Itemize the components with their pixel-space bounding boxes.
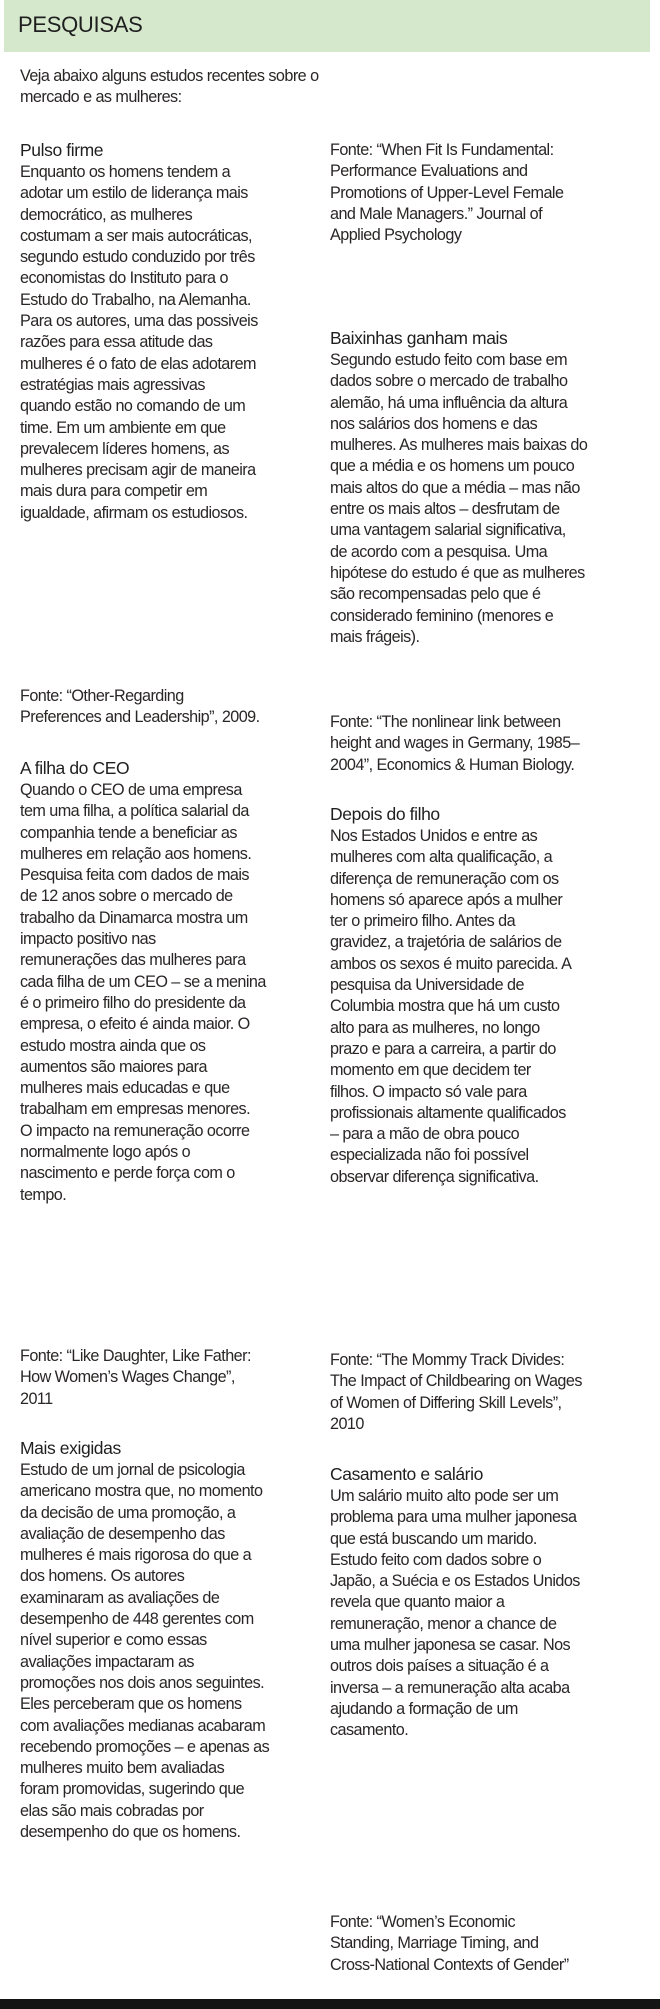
body-line: Estudo feito com dados sobre o [330,1550,542,1569]
body-line: são recompensadas pelo que é [330,585,541,604]
source-line: 2004”, Economics & Human Biology. [330,755,575,774]
body-line: mulheres é mais rigorosa do que a [20,1546,252,1565]
body-line: filhos. O impacto só vale para [330,1082,527,1101]
left-column [20,0,320,2000]
body-line: cada filha de um CEO – se a menina [20,972,266,991]
source-line: Fonte: “The Mommy Track Divides: [330,1351,565,1369]
bottom-divider-bar [0,1999,660,2009]
source-line: and Male Managers.” Journal of [330,204,543,223]
article-source [20,686,320,729]
body-line: companhia tende a beneficiar as [20,823,237,842]
body-line: nível superior e como essas [20,1631,207,1650]
body-line: que a média e os homens um pouco [330,457,575,476]
body-line: normalmente logo após o [20,1143,191,1162]
body-line: ambos os sexos é muito parecida. A [330,954,572,973]
source-line: of Women of Differing Skill Levels”, [330,1393,562,1412]
source-line: How Women’s Wages Change”, [20,1368,235,1387]
body-line: economistas do Instituto para o [20,269,228,288]
article-body [330,826,650,1188]
body-line: Enquanto os homens tendem a [20,163,231,181]
body-line: inversa – a remuneração alta acaba [330,1678,570,1697]
body-line: outros dois países a situação é a [330,1657,549,1676]
body-line: segundo estudo conduzido por três [20,248,255,267]
article-source [330,712,650,776]
body-line: Columbia mostra que há um custo [330,997,560,1016]
article-title [330,1464,650,1485]
source-line: Promotions of Upper-Level Female [330,183,564,202]
body-line: ter o primeiro filho. Antes da [330,912,516,931]
body-line: trabalham em empresas menores. [20,1100,251,1119]
article-body [20,162,320,524]
body-line: empresa, o efeito é ainda maior. O [20,1015,250,1034]
intro-line: mercado e as mulheres: [20,88,182,107]
body-line: Estudo do Trabalho, na Alemanha. [20,290,251,309]
article-title-text: Baixinhas ganham mais [330,328,508,348]
body-line: trabalho da Dinamarca mostra um [20,908,248,927]
body-line: nos salários dos homens e das [330,414,538,433]
source-line: Fonte: “Other-Regarding [20,687,184,705]
body-line: gravidez, a trajetória de salários de [330,933,562,952]
body-line: Japão, a Suécia e os Estados Unidos [330,1572,580,1591]
body-line: tempo. [20,1185,67,1204]
body-line: mulheres em relação aos homens. [20,844,252,863]
body-line: que está buscando um marido. [330,1529,537,1548]
body-line: pesquisa da Universidade de [330,976,524,995]
source-line: Performance Evaluations and [330,162,528,181]
body-line: especializada não foi possível [330,1146,529,1165]
body-line: dos homens. Os autores [20,1567,185,1586]
body-line: Eles perceberam que os homens [20,1695,242,1714]
article-source [330,1912,650,1976]
body-line: Segundo estudo feito com base em [330,351,568,369]
body-line: uma mulher japonesa se casar. Nos [330,1636,571,1655]
body-line: Quando o CEO de uma empresa [20,781,242,799]
section-title: PESQUISAS [18,12,143,37]
article-source [330,1350,650,1435]
body-line: diferença de remuneração com os [330,869,559,888]
source-line: Fonte: “The nonlinear link between [330,713,561,731]
source-line: Fonte: “Women’s Economic [330,1913,516,1931]
body-line: promoções nos dois anos seguintes. [20,1673,265,1692]
body-line: democrático, as mulheres [20,205,193,224]
source-line: 2011 [20,1389,53,1408]
body-line: Pesquisa feita com dados de mais [20,866,249,885]
article-body [20,1460,320,1843]
body-line: casamento. [330,1721,409,1740]
article-body [330,1486,650,1742]
right-column [330,0,650,2000]
body-line: estudo mostra ainda que os [20,1036,206,1055]
source-line: The Impact of Childbearing on Wages [330,1372,582,1391]
body-line: mais frágeis). [330,627,420,646]
body-line: recebendo promoções – e apenas as [20,1737,270,1756]
article-body [20,780,320,1206]
source-line: 2010 [330,1414,364,1433]
source-line: Preferences and Leadership”, 2009. [20,708,260,727]
body-line: quando estão no comando de um [20,397,246,416]
body-line: mulheres. As mulheres mais baixas do [330,436,588,455]
body-line: entre os mais altos – desfrutam de [330,500,560,519]
body-line: igualdade, afirmam os estudiosos. [20,503,248,522]
body-line: problema para uma mulher japonesa [330,1508,577,1527]
body-line: é o primeiro filho do presidente da [20,993,246,1012]
body-line: considerado feminino (menores e [330,606,554,625]
body-line: Nos Estados Unidos e entre as [330,827,538,845]
body-line: avaliação de desempenho das [20,1524,225,1543]
article-title [330,328,650,349]
body-line: elas são mais cobradas por [20,1801,204,1820]
source-line: Cross-National Contexts of Gender” [330,1955,569,1974]
body-line: razões para essa atitude das [20,333,213,352]
body-line: estratégias mais agressivas [20,375,205,394]
body-line: foram promovidas, sugerindo que [20,1780,245,1799]
body-line: alemão, há uma influência da altura [330,393,568,412]
body-line: mulheres muito bem avaliadas [20,1759,225,1778]
body-line: desempenho de 448 gerentes com [20,1610,254,1629]
body-line: avaliações impactaram as [20,1652,194,1671]
body-line: O impacto na remuneração ocorre [20,1121,250,1140]
body-line: com avaliações medianas acabaram [20,1716,266,1735]
body-line: examinaram as avaliações de [20,1588,220,1607]
body-line: mulheres precisam agir de maneira [20,461,256,480]
body-line: desempenho do que os homens. [20,1823,241,1842]
body-line: revela que quanto maior a [330,1593,505,1612]
body-line: uma vantagem salarial significativa, [330,521,566,540]
article-source [330,140,650,246]
body-line: profissionais altamente qualificados [330,1103,566,1122]
source-line: height and wages in Germany, 1985– [330,734,580,753]
body-line: Para os autores, uma das possiveis [20,312,258,331]
article-source [20,1346,320,1410]
article-title-text: Casamento e salário [330,1464,483,1484]
intro-line: Veja abaixo alguns estudos recentes sobre o [20,67,319,85]
body-line: de acordo com a pesquisa. Uma [330,542,548,561]
body-line: hipótese do estudo é que as mulheres [330,563,585,582]
article-title [20,140,320,161]
source-line: Fonte: “Like Daughter, Like Father: [20,1347,251,1365]
body-line: Estudo de um jornal de psicologia [20,1461,245,1479]
body-line: time. Em um ambiente em que [20,418,226,437]
body-line: remunerações das mulheres para [20,951,246,970]
body-line: mulheres com alta qualificação, a [330,848,553,867]
body-line: nascimento e perde força com o [20,1164,235,1183]
article-title [330,804,650,825]
body-line: prevalecem líderes homens, as [20,439,229,458]
article-title [20,1438,320,1459]
body-line: costumam a ser mais autocráticas, [20,226,252,245]
body-line: mais altos do que a média – mas não [330,478,580,497]
source-line: Standing, Marriage Timing, and [330,1934,539,1953]
body-line: Um salário muito alto pode ser um [330,1487,559,1505]
body-line: homens só aparece após a mulher [330,890,563,909]
article-title-text: A filha do CEO [20,758,130,778]
article-title-text: Depois do filho [330,804,440,824]
body-line: tem uma filha, a política salarial da [20,802,249,821]
article-title-text: Pulso firme [20,140,104,160]
body-line: adotar um estilo de liderança mais [20,184,248,203]
source-line: Applied Psychology [330,226,462,245]
body-line: mulheres é o fato de elas adotarem [20,354,256,373]
body-line: – para a mão de obra pouco [330,1125,520,1144]
body-line: dados sobre o mercado de trabalho [330,372,568,391]
body-line: remuneração, menor a chance de [330,1614,557,1633]
article-title-text: Mais exigidas [20,1438,121,1458]
body-line: mais dura para competir em [20,482,208,501]
article-body [330,350,650,648]
body-line: alto para as mulheres, no longo [330,1018,540,1037]
body-line: ajudando a formação de um [330,1699,518,1718]
source-line: Fonte: “When Fit Is Fundamental: [330,141,554,159]
body-line: mulheres mais educadas e que [20,1079,230,1098]
body-line: prazo e para a carreira, a partir do [330,1039,556,1058]
body-line: da decisão de uma promoção, a [20,1503,236,1522]
article-title [20,758,320,779]
body-line: observar diferença significativa. [330,1167,539,1186]
body-line: aumentos são maiores para [20,1057,207,1076]
body-line: de 12 anos sobre o mercado de [20,887,233,906]
body-line: americano mostra que, no momento [20,1482,263,1501]
body-line: momento em que decidem ter [330,1061,531,1080]
body-line: impacto positivo nas [20,930,156,949]
